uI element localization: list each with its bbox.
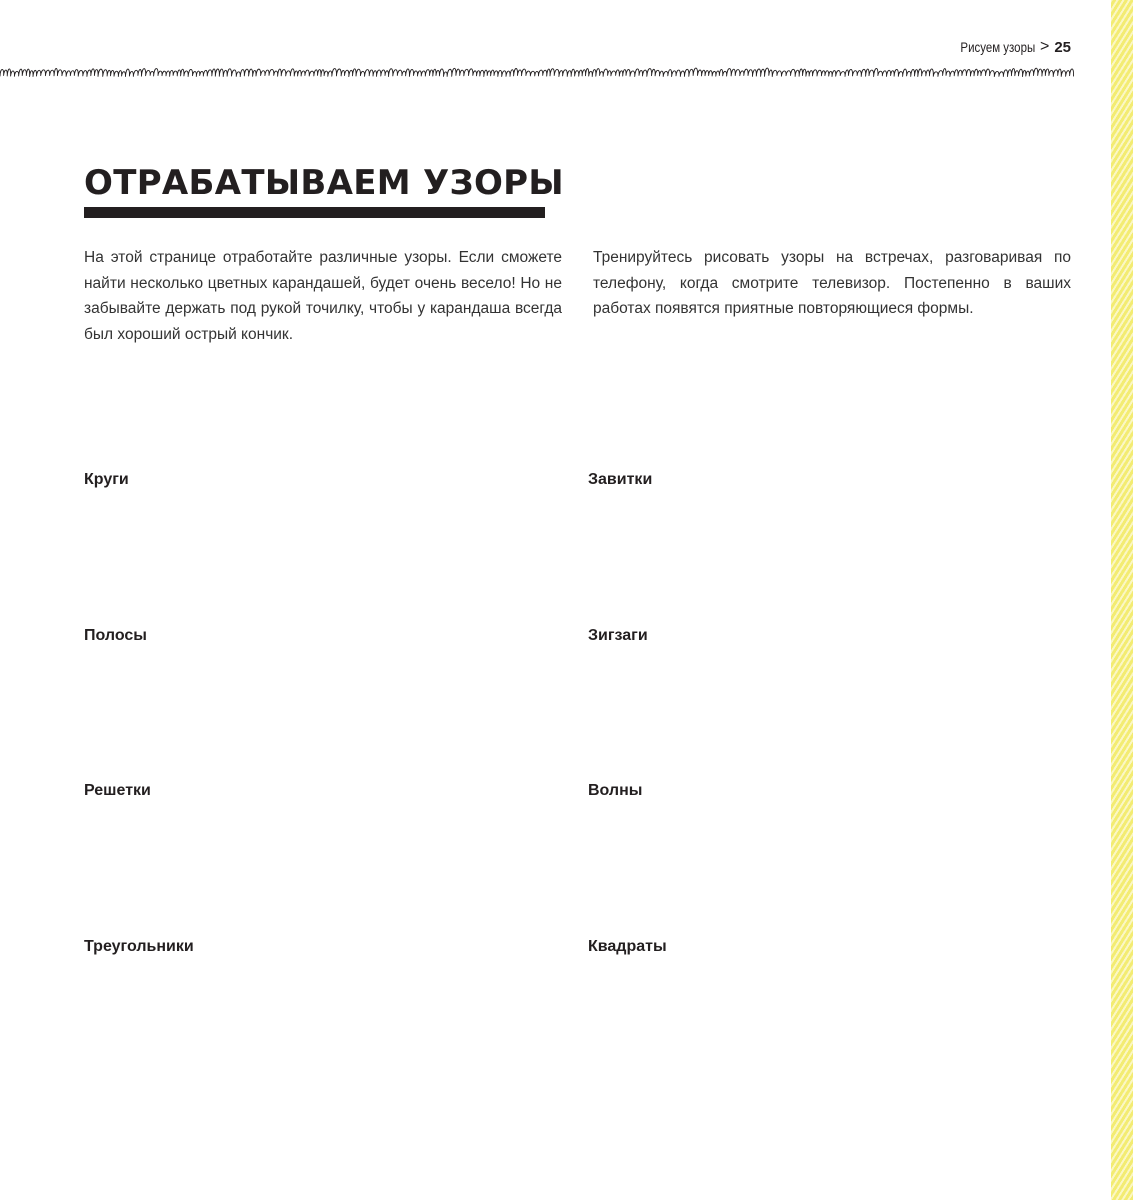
- pattern-label-waves: Волны: [588, 782, 643, 799]
- pattern-label-swirls: Завитки: [588, 471, 653, 488]
- page-number: 25: [1054, 38, 1071, 56]
- practice-area-waves[interactable]: [588, 806, 1058, 924]
- pattern-label-grids: Решетки: [84, 782, 151, 799]
- pattern-label-squares: Квадраты: [588, 938, 667, 955]
- practice-area-stripes[interactable]: [84, 651, 554, 769]
- practice-area-grids[interactable]: [84, 806, 554, 924]
- page-title: ОТРАБАТЫВАЕМ УЗОРЫ: [84, 163, 564, 203]
- pattern-label-zigzags: Зигзаги: [588, 627, 648, 644]
- running-head-section: Рисуем узоры: [960, 39, 1035, 55]
- practice-area-circles[interactable]: [84, 495, 554, 613]
- intro-paragraph-left: На этой странице отработайте различные узоры. Если сможете найти несколько цветных карандашей, будет очень весело! Но не забывайте держать под рукой точилку, чтобы у карандаша всегда был хороший острый кончик.: [84, 249, 562, 343]
- practice-area-zigzags[interactable]: [588, 651, 1058, 769]
- running-head: [944, 36, 1071, 58]
- practice-area-triangles[interactable]: [84, 962, 554, 1080]
- pattern-label-triangles: Треугольники: [84, 938, 194, 955]
- practice-area-squares[interactable]: [588, 962, 1058, 1080]
- yellow-edge-band: [1111, 0, 1133, 1200]
- title-underline-bar: [84, 207, 545, 218]
- running-head-separator: >: [1039, 38, 1050, 55]
- intro-paragraph-right: Тренируйтесь рисовать узоры на встречах, разговаривая по телефону, когда смотрите телевизор. Постепенно в ваших работах появятся приятные повторяющиеся формы.: [593, 249, 1071, 317]
- pattern-label-stripes: Полосы: [84, 627, 147, 644]
- practice-area-swirls[interactable]: [588, 495, 1058, 613]
- pattern-label-circles: Круги: [84, 471, 129, 488]
- loop-scribble-divider: [0, 64, 1075, 82]
